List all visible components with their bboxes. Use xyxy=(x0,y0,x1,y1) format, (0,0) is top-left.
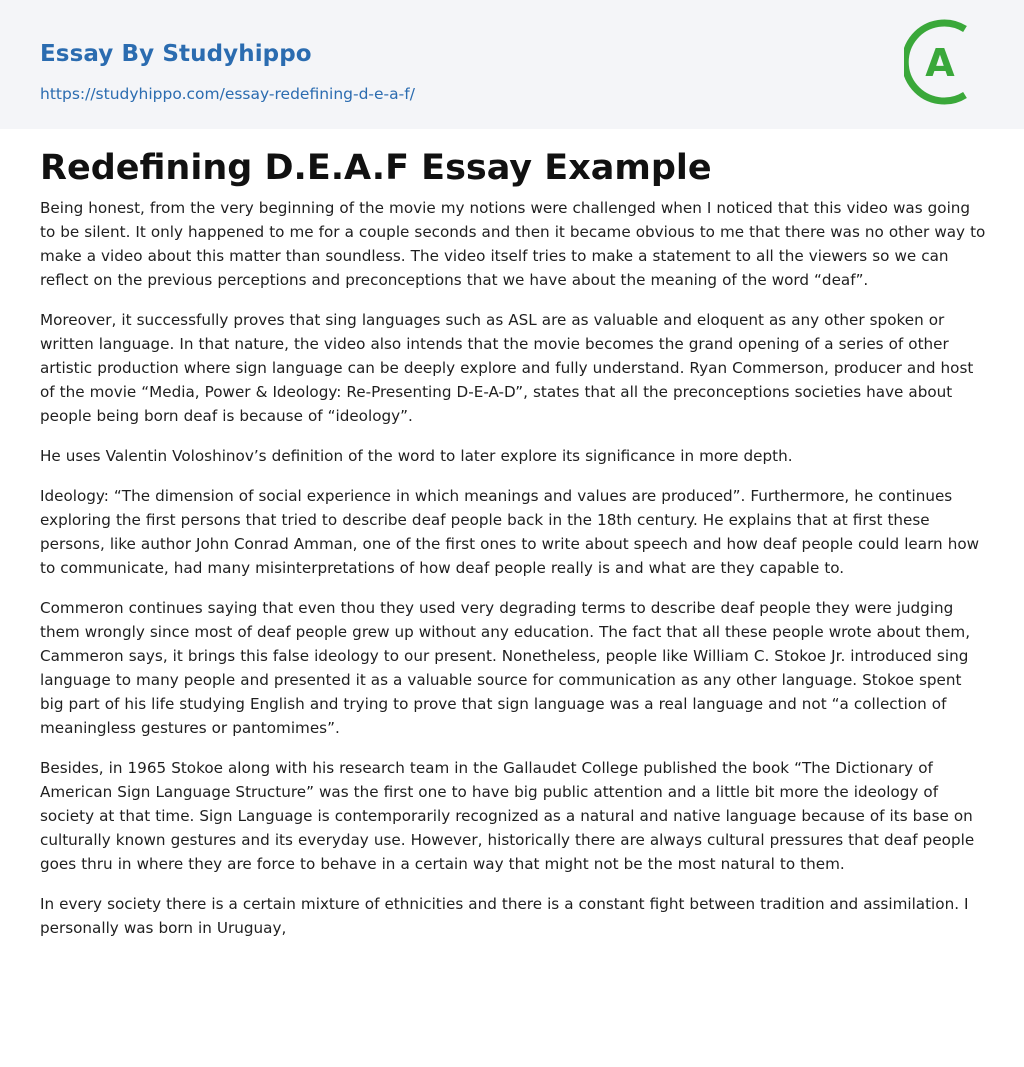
essay-paragraph: Ideology: “The dimension of social experience in which meanings and values are produced”. Furthermore, he continues exploring the first persons that tried to describe deaf people back in the 18th century. He explains that at first these persons, like author John Conrad Amman, one of the first ones to write about speech and how deaf people could learn how to communicate, had many misinterpretations of how deaf people really is and what are they capable to. xyxy=(40,487,980,577)
essay-paragraph: He uses Valentin Voloshinov’s definition of the word to later explore its significance in more depth. xyxy=(40,447,793,465)
essay-title: Redefining D.E.A.F Essay Example xyxy=(40,148,712,188)
essay-paragraph: Besides, in 1965 Stokoe along with his research team in the Gallaudet College published the book “The Dictionary of American Sign Language Structure” was the first one to have big public attention and a little bit more the ideology of society at that time. Sign Language is contemporarily recognized as a natural and native language because of its base on culturally known gestures and its everyday use. However, historically there are always cultural pressures that deaf people goes thru in where they are force to behave in a certain way that might not be the most natural to them. xyxy=(40,759,975,873)
essay-paragraph: Commeron continues saying that even thou they used very degrading terms to describe deaf people they were judging them wrongly since most of deaf people grew up without any education. The fact that all these people wrote about them, Cammeron says, it brings this false ideology to our present. Nonetheless, people like William C. Stokoe Jr. introduced sing language to many people and presented it as a valuable source for communication as any other language. Stokoe spent big part of his life studying English and trying to prove that sign language was a real language and not “a collection of meaningless gestures or pantomimes”. xyxy=(40,599,971,737)
essay-url-link[interactable]: https://studyhippo.com/essay-redefining-d-e-a-f/ xyxy=(40,85,415,103)
site-title: Essay By Studyhippo xyxy=(40,41,312,67)
logo-letter: A xyxy=(925,41,955,85)
article xyxy=(40,142,988,956)
essay-paragraph: Moreover, it successfully proves that sing languages such as ASL are as valuable and eloquent as any other spoken or written language. In that nature, the video also intends that the movie becomes the grand opening of a series of other artistic production where sign language can be deeply explore and fully understand. Ryan Commerson, producer and host of the movie “Media, Power & Ideology: Re-Presenting D-E-A-D”, states that all the preconceptions societies have about people being born deaf is because of “ideology”. xyxy=(40,311,974,425)
essay-paragraph: Being honest, from the very beginning of the movie my notions were challenged when I noticed that this video was going to be silent. It only happened to me for a couple seconds and then it became obvious to me that there was no other way to make a video about this matter than soundless. The video itself tries to make a statement to all the viewers so we can reflect on the previous perceptions and preconceptions that we have about the meaning of the word “deaf”. xyxy=(40,199,986,289)
studyhippo-logo-icon xyxy=(904,18,990,106)
essay-paragraph: In every society there is a certain mixture of ethnicities and there is a constant fight between tradition and assimilation. I personally was born in Uruguay, xyxy=(40,895,969,937)
page-header xyxy=(0,0,1024,129)
